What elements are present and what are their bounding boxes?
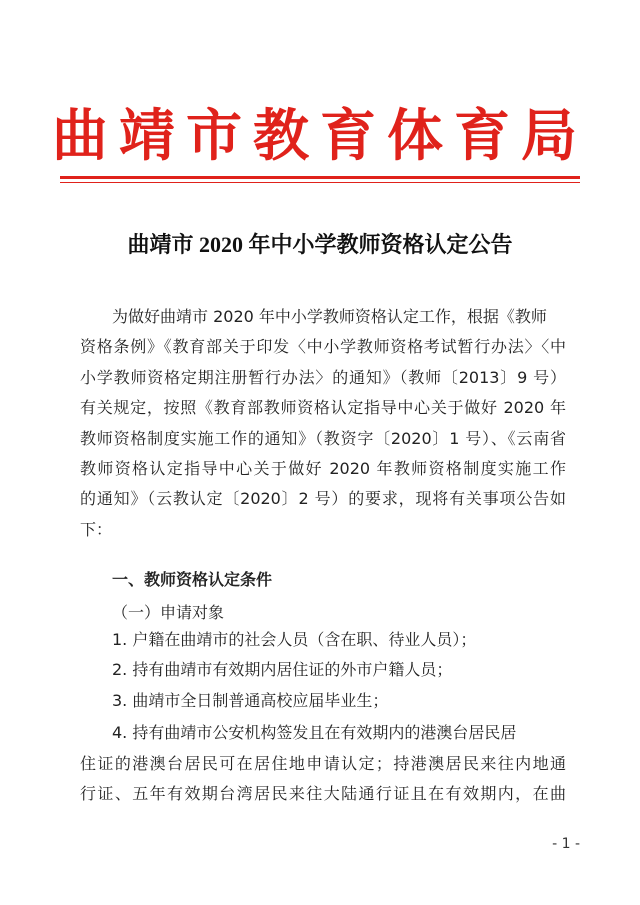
continuation-line: 住证的港澳台居民可在居住地申请认定；持港澳居民来往内地通 [80, 754, 566, 773]
intro-line: 为做好曲靖市 2020 年中小学教师资格认定工作，根据《教师 [112, 307, 547, 326]
list-item: 2. 持有曲靖市有效期内居住证的外市户籍人员； [112, 660, 453, 679]
list-item: 1. 户籍在曲靖市的社会人员（含在职、待业人员）； [112, 630, 477, 649]
masthead-org-name: 曲靖市教育体育局 [52, 103, 588, 169]
masthead-divider-thin [60, 182, 580, 183]
intro-line: 有关规定，按照《教育部教师资格认定指导中心关于做好 2020 年 [80, 398, 566, 418]
intro-line: 小学教师资格定期注册暂行办法〉的通知》（教师〔2013〕9 号） [80, 367, 566, 387]
section-heading: 一、教师资格认定条件 [112, 570, 273, 589]
continuation-line: 行证、五年有效期台湾居民来往大陆通行证且在有效期内，在曲 [80, 784, 566, 804]
intro-line: 资格条例》《教育部关于印发〈中小学教师资格考试暂行办法〉〈中 [80, 337, 566, 357]
list-item-continuation [80, 749, 566, 810]
subsection-heading: （一）申请对象 [112, 603, 225, 622]
intro-line: 下： [80, 519, 113, 539]
intro-line: 的通知》（云教认定〔2020〕2 号）的要求，现将有关事项公告如 [80, 489, 566, 509]
masthead-divider-thick [60, 176, 580, 179]
intro-line: 教师资格制度实施工作的通知》（教资字〔2020〕1 号）、《云南省 [80, 428, 566, 448]
intro-line: 教师资格认定指导中心关于做好 2020 年教师资格制度实施工作 [80, 458, 566, 478]
page-number: - 1 - [552, 836, 580, 852]
list-item: 4. 持有曲靖市公安机构签发且在有效期内的港澳台居民居 [112, 723, 517, 742]
document-title: 曲靖市 2020 年中小学教师资格认定公告 [127, 232, 513, 257]
intro-paragraph [80, 302, 566, 545]
list-item: 3. 曲靖市全日制普通高校应届毕业生； [112, 691, 389, 710]
